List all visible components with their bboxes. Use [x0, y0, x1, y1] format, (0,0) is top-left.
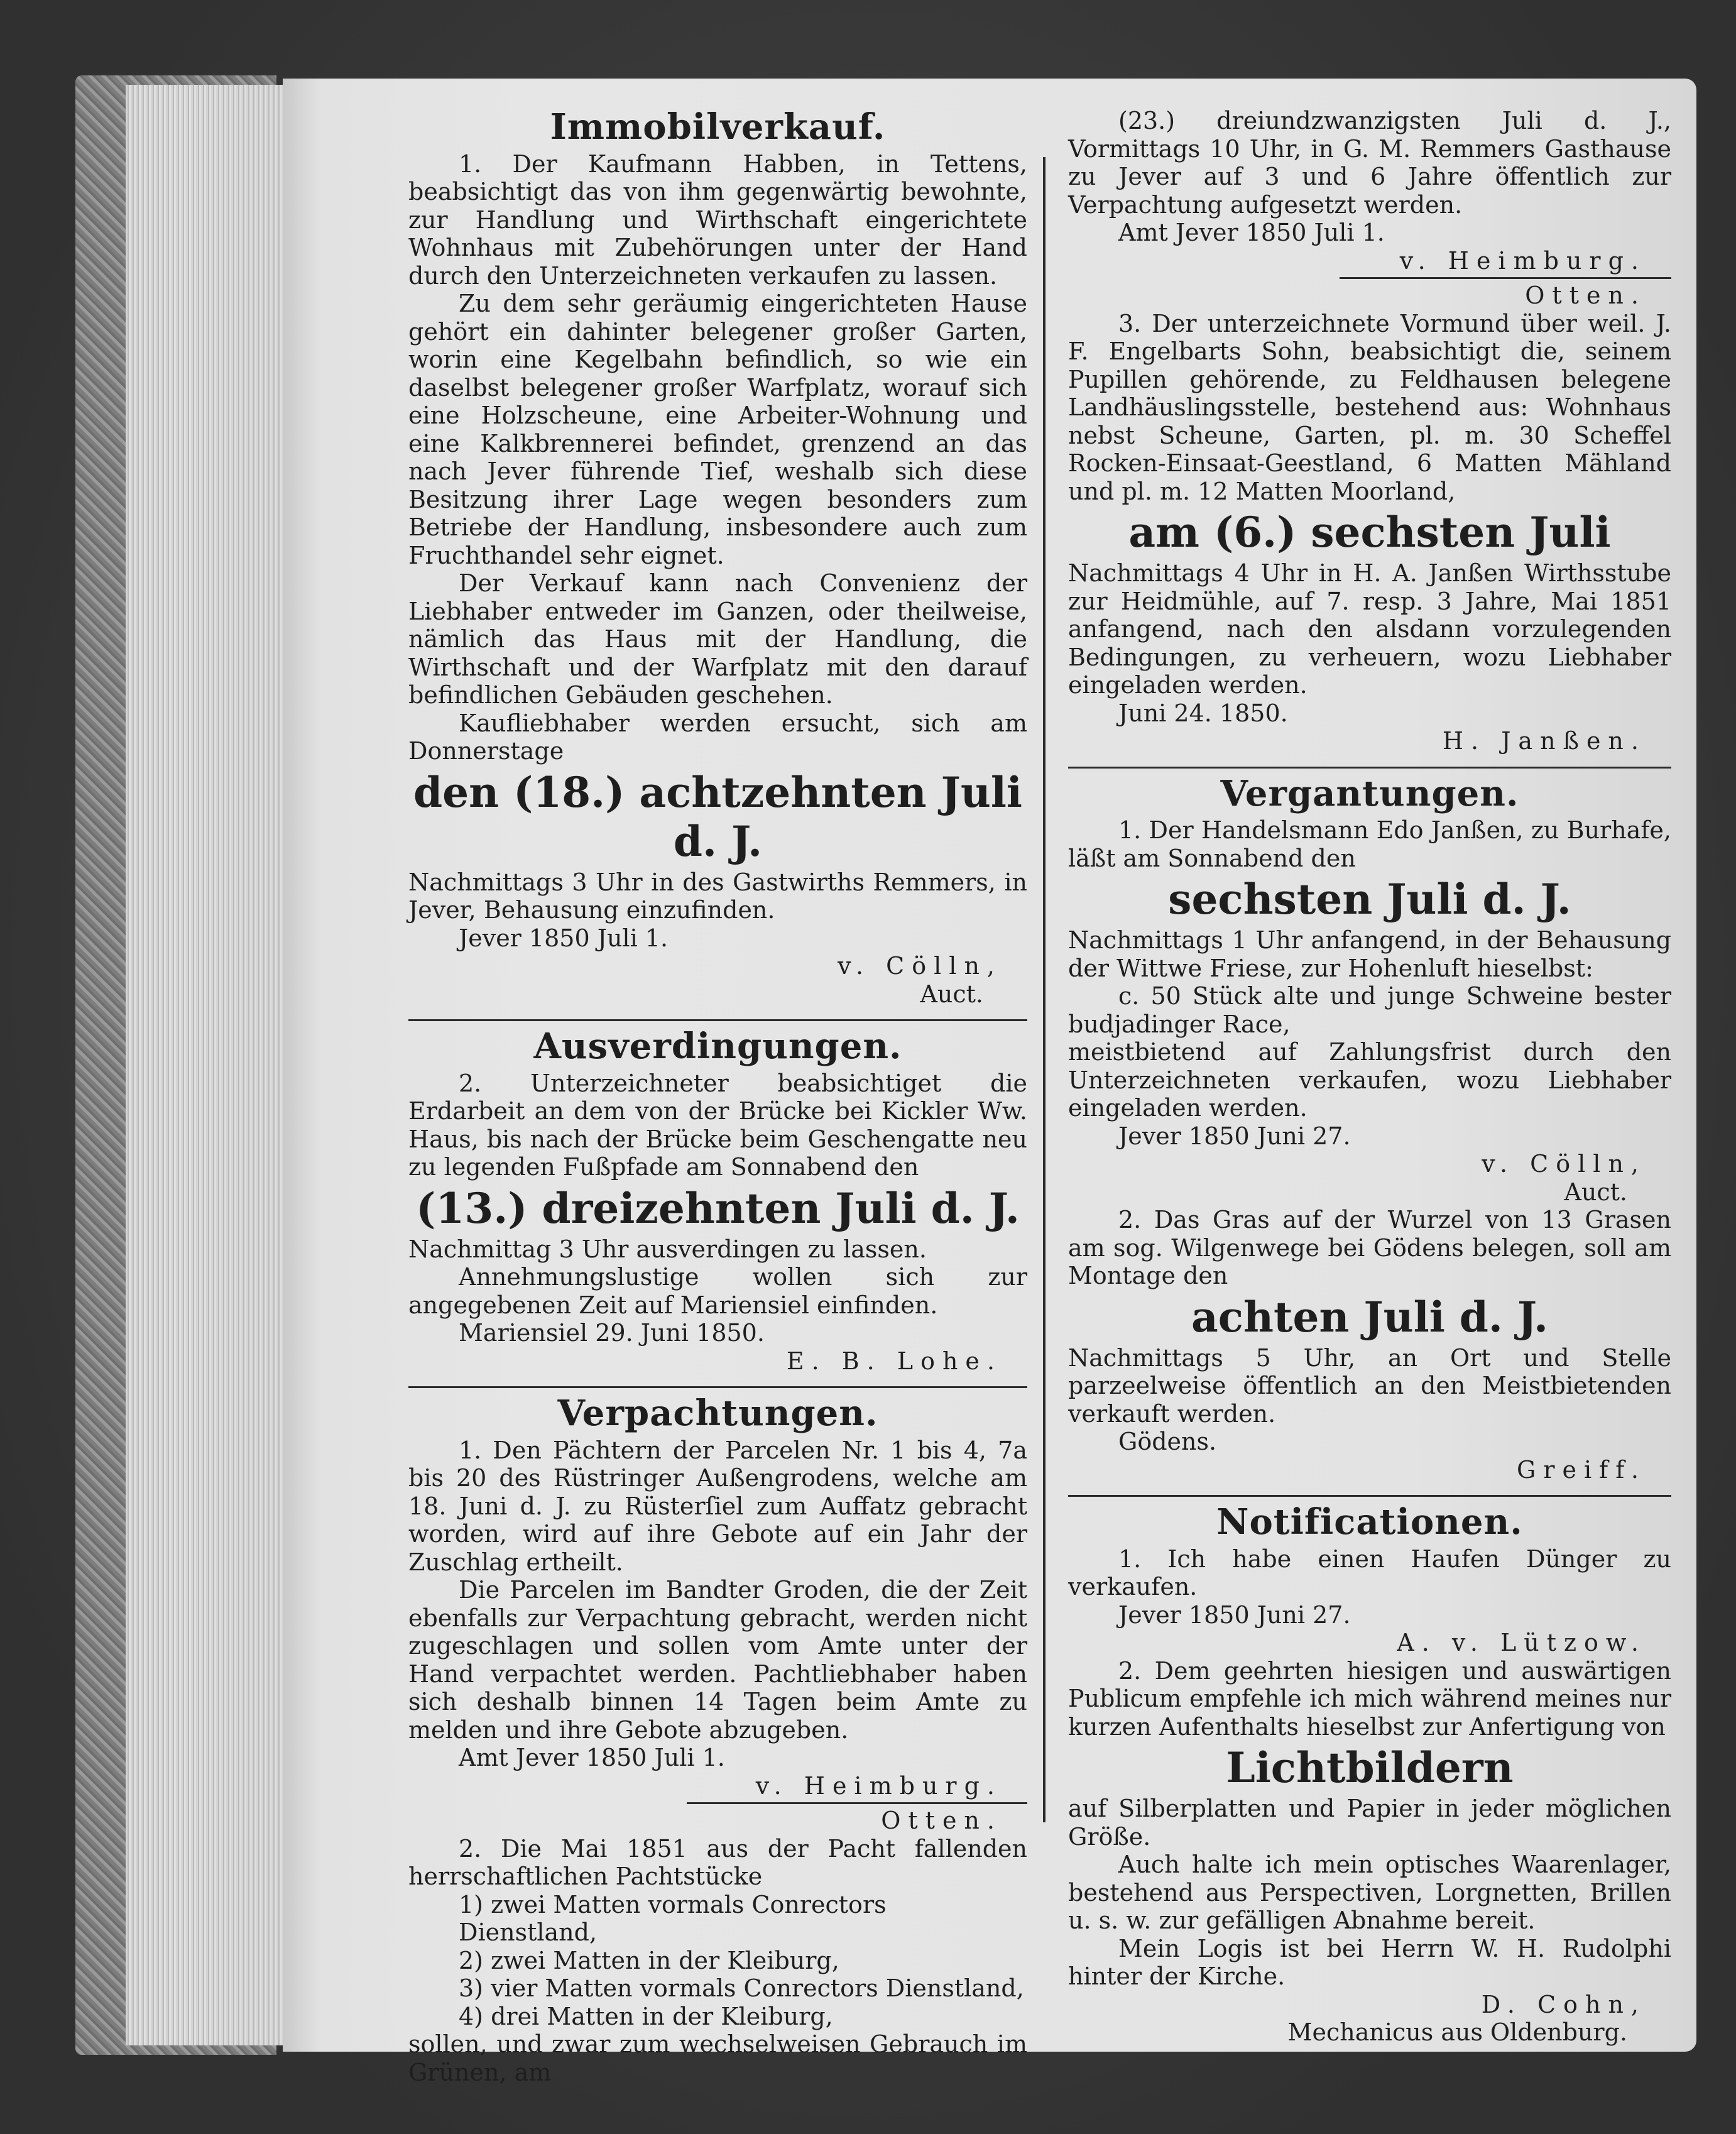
- book-page-edges: [126, 85, 289, 2045]
- paragraph: Nachmittags 1 Uhr anfangend, in der Behausung der Wittwe Friese, zur Hohenluft hieselbst:: [1068, 926, 1671, 982]
- section-rule: [1068, 1495, 1671, 1497]
- paragraph: 2. Dem geehrten hiesigen und auswärtigen Publicum empfehle ich mich während meines nur kurzen Aufenthalts hieselbst zur Anfertigung von: [1068, 1656, 1671, 1741]
- place-date: Jever 1850 Juni 27.: [1118, 1600, 1351, 1629]
- place-date: Jever 1850 Juli 1.: [459, 924, 669, 952]
- section-rule: [408, 1386, 1027, 1388]
- place-date: Juni 24. 1850.: [1118, 699, 1288, 727]
- section-rule: [408, 1019, 1027, 1021]
- paragraph: Der Verkauf kann nach Convenienz der Liebhaber entweder im Ganzen, oder theilweise, nämlich das Haus mit der Handlung, die Wirthschaft und der Warfplatz mit den darauf befindlichen Gebäuden geschehen.: [408, 569, 1027, 709]
- place-date: Amt Jever 1850 Juli 1.: [1118, 219, 1385, 246]
- place-date: Jever 1850 Juni 27.: [1118, 1122, 1351, 1150]
- paragraph: 2. Unterzeichneter beabsichtiget die Erdarbeit an dem von der Brücke bei Kickler Ww. Haus, bis nach der Brücke beim Geschengatte neu zu legenden Fußpfade am Sonnabend den: [408, 1069, 1027, 1181]
- paragraph: Auch halte ich mein optisches Waarenlager, bestehend aus Perspectiven, Lorgnetten, Brillen u. s. w. zur gefälligen Abnahme bereit.: [1068, 1851, 1671, 1934]
- date-headline: am (6.) sechsten Juli: [1128, 508, 1611, 557]
- section-heading-notificationen: Notificationen.: [1216, 1501, 1523, 1543]
- paragraph: Mein Logis ist bei Herrn W. H. Rudolphi hinter der Kirche.: [1068, 1934, 1671, 1990]
- list-item: 4) drei Matten in der Kleiburg,: [459, 2002, 833, 2030]
- paragraph: Nachmittags 4 Uhr in H. A. Janßen Wirthsstube zur Heidmühle, auf 7. resp. 3 Jahre, Mai 1851 anfangend, nach den alsdann vorzulegenden Bedingungen, zu verheuern, wozu Liebhaber eingeladen werden.: [1068, 559, 1671, 699]
- signature: H. Janßen.: [1442, 727, 1646, 755]
- signature: Otten.: [1525, 282, 1646, 309]
- section-heading-immobilverkauf: Immobilverkauf.: [550, 106, 886, 148]
- date-headline: achten Juli d. J.: [1191, 1292, 1548, 1342]
- signature: v. Heimburg.: [755, 1771, 1002, 1800]
- paragraph: 2. Das Gras auf der Wurzel von 13 Grasen am sog. Wilgenwege bei Gödens belegen, soll am Montage den: [1068, 1206, 1671, 1289]
- signature: v. Cölln,: [1482, 1150, 1646, 1178]
- signature: A. v. Lützow.: [1397, 1629, 1646, 1656]
- date-headline: den (18.) achtzehnten Juli d. J.: [413, 767, 1023, 866]
- paragraph: c. 50 Stück alte und junge Schweine bester budjadinger Race,: [1068, 982, 1671, 1038]
- date-headline: (13.) dreizehnten Juli d. J.: [416, 1183, 1020, 1233]
- section-heading-verpachtungen: Verpachtungen.: [557, 1393, 878, 1434]
- paragraph: 1. Der Handelsmann Edo Janßen, zu Burhafe, läßt am Sonnabend den: [1068, 816, 1671, 872]
- paragraph: 1. Der Kaufmann Habben, in Tettens, beabsichtigt das von ihm gegenwärtig bewohnte, zur Handlung und Wirthschaft eingerichtete Wohnhaus mit Zubehörungen unter der Hand durch den Unterzeichneten verkaufen zu lassen.: [408, 150, 1027, 290]
- signature-rule: [1340, 277, 1671, 279]
- paragraph: auf Silberplatten und Papier in jeder möglichen Größe.: [1068, 1795, 1671, 1851]
- section-heading-ausverdingungen: Ausverdingungen.: [533, 1026, 902, 1067]
- paragraph: Nachmittags 3 Uhr in des Gastwirths Remmers, in Jever, Behausung einzufinden.: [408, 868, 1027, 924]
- paragraph: Annehmungslustige wollen sich zur angegebenen Zeit auf Mariensiel einfinden.: [408, 1263, 1027, 1319]
- signature: E. B. Lohe.: [786, 1347, 1002, 1375]
- paragraph: 1. Den Pächtern der Parcelen Nr. 1 bis 4, 7a bis 20 des Rüstringer Außengrodens, welche am 18. Juni d. J. zu Rüsterſiel zum Auffatz gebracht worden, wird auf ihre Gebote auf ein Jahr der Zuschlag ertheilt.: [408, 1436, 1027, 1576]
- paragraph: Kaufliebhaber werden ersucht, sich am Donnerstage: [408, 709, 1027, 765]
- paragraph: 3. Der unterzeichnete Vormund über weil. J. F. Engelbarts Sohn, beabsichtigt die, seinem Pupillen gehörende, zu Feldhausen belegene Landhäuslingsstelle, bestehend aus: Wohnhaus nebst Scheune, Garten, pl. m. 30 Scheffel Rocken-Einsaat-Geestland, 6 Matten Mähland und pl. m. 12 Matten Moorland,: [1068, 309, 1671, 505]
- lease-item-list: [408, 1891, 1027, 2031]
- signature-rule: [687, 1802, 1027, 1804]
- paragraph: sollen, und zwar zum wechselweisen Gebrauch im Grünen, am: [408, 2030, 1027, 2086]
- signature: v. Cölln,: [838, 952, 1002, 980]
- left-column: [408, 107, 1027, 2086]
- paragraph: Zu dem sehr geräumig eingerichteten Hause gehört ein dahinter belegener großer Garten, worin eine Kegelbahn befindlich, so wie ein daselbst belegener großer Warfplatz, worauf sich eine Holzscheune, eine Arbeiter-Wohnung und eine Kalkbrennerei befindet, grenzend an das nach Jever führende Tief, weshalb sich diese Besitzung ihrer Lage wegen besonders zum Betriebe der Handlung, insbesondere auch zum Fruchthandel sehr eignet.: [408, 290, 1027, 569]
- paragraph: meistbietend auf Zahlungsfrist durch den Unterzeichneten verkaufen, wozu Liebhaber eingeladen werden.: [1068, 1038, 1671, 1122]
- date-headline: sechsten Juli d. J.: [1168, 875, 1571, 924]
- right-column: [1068, 107, 1671, 2047]
- advert-headline: Lichtbildern: [1226, 1743, 1514, 1792]
- signature: D. Cohn,: [1481, 1990, 1646, 2018]
- list-item: 3) vier Matten vormals Conrectors Dienstland,: [459, 1974, 1024, 2002]
- section-rule: [1068, 767, 1671, 769]
- list-item: 1) zwei Matten vormals Conrectors Dienstland,: [459, 1890, 887, 1946]
- section-heading-vergantungen: Vergantungen.: [1220, 772, 1519, 814]
- paragraph: Die Parcelen im Bandter Groden, die der Zeit ebenfalls zur Verpachtung gebracht, werden nicht zugeschlagen und sollen vom Amte unter der Hand verpachtet werden. Pachtliebhaber haben sich deshalb binnen 14 Tagen beim Amte zu melden und ihre Gebote abzugeben.: [408, 1576, 1027, 1744]
- paragraph: Nachmittags 5 Uhr, an Ort und Stelle parzeelweise öffentlich an den Meistbietenden verkauft werden.: [1068, 1343, 1671, 1428]
- list-item: 2) zwei Matten in der Kleiburg,: [459, 1946, 839, 1974]
- paragraph: (23.) dreiundzwanzigsten Juli d. J., Vormittags 10 Uhr, in G. M. Remmers Gasthause zu Jever auf 3 und 6 Jahre öffentlich zur Verpachtung aufgesetzt werden.: [1068, 107, 1671, 219]
- signature: Greiff.: [1516, 1455, 1646, 1484]
- paragraph: 1. Ich habe einen Haufen Dünger zu verkaufen.: [1068, 1545, 1671, 1600]
- place-date: Mariensiel 29. Juni 1850.: [459, 1319, 765, 1347]
- column-divider: [1043, 157, 1045, 1822]
- signature: v. Heimburg.: [1399, 246, 1646, 275]
- place-date: Amt Jever 1850 Juli 1.: [459, 1744, 725, 1771]
- signature-title: Mechanicus aus Oldenburg.: [1287, 2018, 1627, 2046]
- paragraph: 2. Die Mai 1851 aus der Pacht fallenden herrschaftlichen Pachtstücke: [408, 1834, 1027, 1890]
- signature-title: Auct.: [1564, 1178, 1627, 1206]
- paragraph: Nachmittag 3 Uhr ausverdingen zu lassen.: [408, 1235, 927, 1263]
- signature: Otten.: [881, 1807, 1002, 1834]
- signature-title: Auct.: [920, 980, 983, 1008]
- place-date: Gödens.: [1118, 1428, 1217, 1455]
